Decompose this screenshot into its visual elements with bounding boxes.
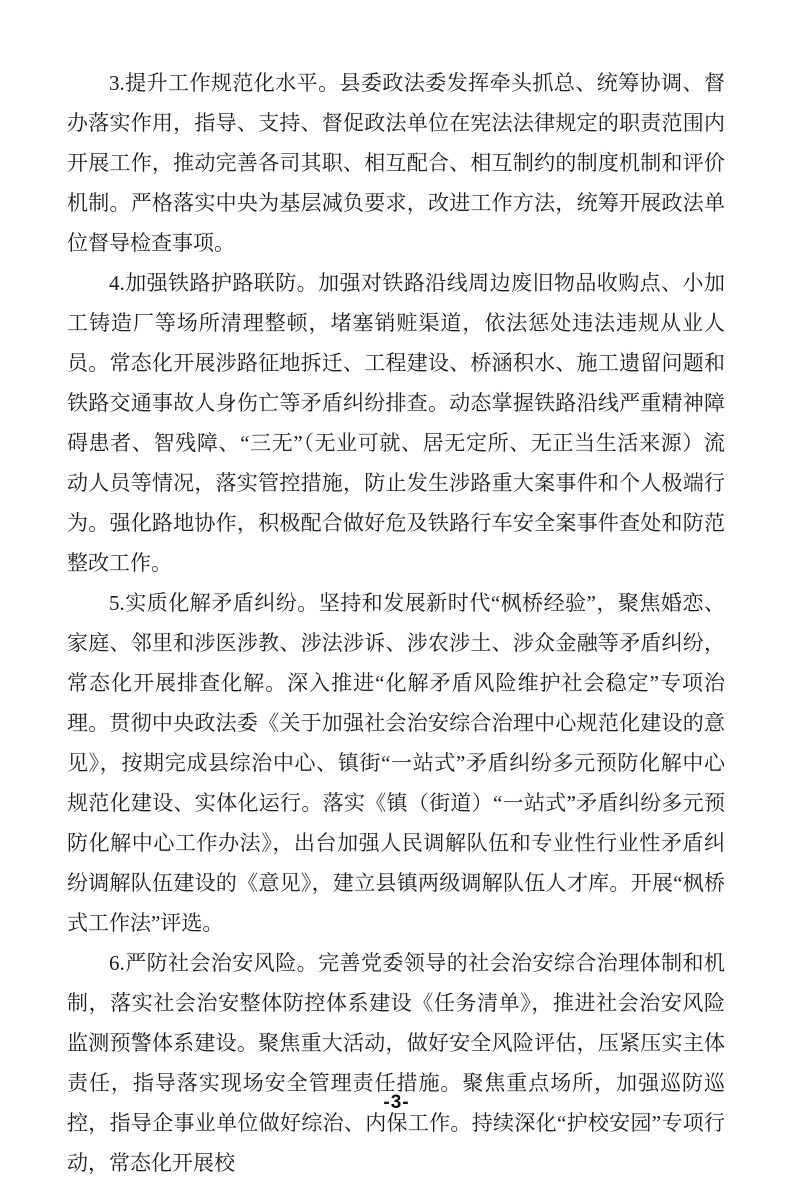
paragraph-item-4: 4.加强铁路护路联防。加强对铁路沿线周边废旧物品收购点、小加工铸造厂等场所清理整顿，堵塞销赃渠道，依法惩处违法违规从业人员。常态化开展涉路征地拆迁、工程建设、桥涵积水、施工遗留问题和铁路交通事故人身伤亡等矛盾纠纷排查。动态掌握铁路沿线严重精神障碍患者、智残障、“三无”（无业可就、居无定所、无正当生活来源）流动人员等情况，落实管控措施，防止发生涉路重大案事件和个人极端行为。强化路地协作，积极配合做好危及铁路行车安全案事件查处和防范整改工作。	[67, 271, 725, 575]
paragraph-item-6: 6.严防社会治安风险。完善党委领导的社会治安综合治理体制和机制，落实社会治安整体防控体系建设《任务清单》，推进社会治安风险监测预警体系建设。聚焦重大活动，做好安全风险评估，压紧压实主体责任，指导落实现场安全管理责任措施。聚焦重点场所，加强巡防巡控，指导企事业单位做好综治、内保工作。持续深化“护校安园”专项行动，常态化开展校	[67, 951, 725, 1175]
paragraph-item-3: 3.提升工作规范化水平。县委政法委发挥牵头抓总、统筹协调、督办落实作用，指导、支持、督促政法单位在宪法法律规定的职责范围内开展工作，推动完善各司其职、相互配合、相互制约的制度机制和评价机制。严格落实中央为基层减负要求，改进工作方法，统筹开展政法单位督导检查事项。	[67, 71, 725, 255]
paragraph-item-5: 5.实质化解矛盾纠纷。坚持和发展新时代“枫桥经验”，聚焦婚恋、家庭、邻里和涉医涉教、涉法涉诉、涉农涉土、涉众金融等矛盾纠纷，常态化开展排查化解。深入推进“化解矛盾风险维护社会稳定”专项治理。贯彻中央政法委《关于加强社会治安综合治理中心规范化建设的意见》，按期完成县综治中心、镇街“一站式”矛盾纠纷多元预防化解中心规范化建设、实体化运行。落实《镇（街道）“一站式”矛盾纠纷多元预防化解中心工作办法》，出台加强人民调解队伍和专业性行业性矛盾纠纷调解队伍建设的《意见》，建立县镇两级调解队伍人才库。开展“枫桥式工作法”评选。	[67, 591, 725, 935]
page-number: -3-	[383, 1092, 410, 1113]
document-body	[67, 63, 725, 1183]
